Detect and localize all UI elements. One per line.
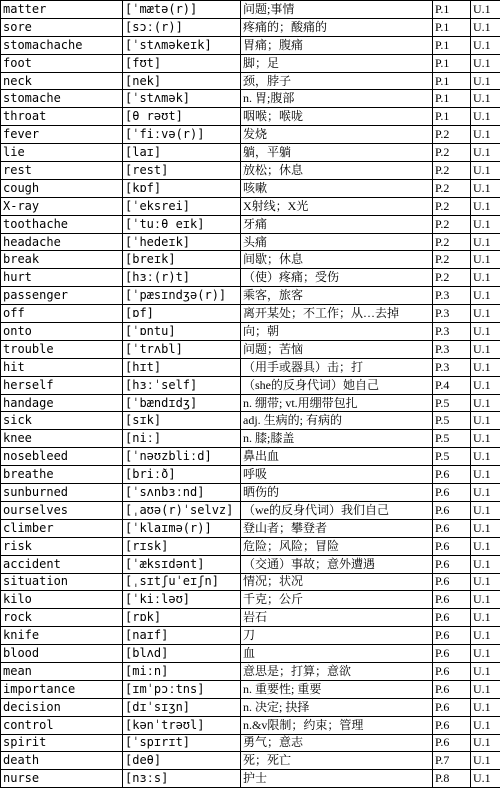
word-cell: knife bbox=[1, 627, 123, 645]
meaning-cell: 勇气；意志 bbox=[241, 734, 433, 752]
word-cell: fever bbox=[1, 126, 123, 144]
table-row bbox=[1, 215, 500, 233]
word-cell: lie bbox=[1, 144, 123, 162]
meaning-cell: adj. 生病的; 有病的 bbox=[241, 412, 433, 430]
page-cell: P.1 bbox=[433, 72, 471, 90]
word-cell: situation bbox=[1, 573, 123, 591]
page-cell: P.6 bbox=[433, 484, 471, 502]
meaning-cell: 登山者；攀登者 bbox=[241, 519, 433, 537]
meaning-cell: 发烧 bbox=[241, 126, 433, 144]
page-cell: P.5 bbox=[433, 430, 471, 448]
word-cell: control bbox=[1, 716, 123, 734]
word-cell: rest bbox=[1, 162, 123, 180]
unit-cell: U.1 bbox=[471, 18, 500, 36]
unit-cell: U.1 bbox=[471, 144, 500, 162]
word-cell: handage bbox=[1, 394, 123, 412]
unit-cell: U.1 bbox=[471, 394, 500, 412]
phonetic-cell: [ɪmˈpɔːtns] bbox=[123, 680, 241, 698]
page-cell: P.3 bbox=[433, 287, 471, 305]
table-row bbox=[1, 72, 500, 90]
meaning-cell: 危险；风险；冒险 bbox=[241, 537, 433, 555]
table-row bbox=[1, 734, 500, 752]
meaning-cell: 头痛 bbox=[241, 233, 433, 251]
word-cell: death bbox=[1, 752, 123, 770]
meaning-cell: 向；朝 bbox=[241, 323, 433, 341]
page-cell: P.2 bbox=[433, 269, 471, 287]
table-row bbox=[1, 698, 500, 716]
unit-cell: U.1 bbox=[471, 72, 500, 90]
unit-cell: U.1 bbox=[471, 36, 500, 54]
page-cell: P.2 bbox=[433, 179, 471, 197]
word-cell: risk bbox=[1, 537, 123, 555]
phonetic-cell: [kənˈtrəʊl] bbox=[123, 716, 241, 734]
page-cell: P.5 bbox=[433, 448, 471, 466]
unit-cell: U.1 bbox=[471, 269, 500, 287]
phonetic-cell: [ˈtuːθ eɪk] bbox=[123, 215, 241, 233]
phonetic-cell: [dɪˈsɪʒn] bbox=[123, 698, 241, 716]
unit-cell: U.1 bbox=[471, 323, 500, 341]
word-cell: sunburned bbox=[1, 484, 123, 502]
page-cell: P.1 bbox=[433, 90, 471, 108]
page-cell: P.2 bbox=[433, 251, 471, 269]
word-cell: throat bbox=[1, 108, 123, 126]
table-row bbox=[1, 162, 500, 180]
word-cell: passenger bbox=[1, 287, 123, 305]
word-cell: decision bbox=[1, 698, 123, 716]
meaning-cell: 鼻出血 bbox=[241, 448, 433, 466]
unit-cell: U.1 bbox=[471, 233, 500, 251]
table-row bbox=[1, 555, 500, 573]
page-cell: P.2 bbox=[433, 233, 471, 251]
word-cell: headache bbox=[1, 233, 123, 251]
unit-cell: U.1 bbox=[471, 573, 500, 591]
unit-cell: U.1 bbox=[471, 1, 500, 19]
meaning-cell: 刀 bbox=[241, 627, 433, 645]
meaning-cell: n. 重要性; 重要 bbox=[241, 680, 433, 698]
meaning-cell: 疼痛的；酸痛的 bbox=[241, 18, 433, 36]
table-row bbox=[1, 573, 500, 591]
table-row bbox=[1, 770, 500, 788]
meaning-cell: 问题；苦恼 bbox=[241, 340, 433, 358]
phonetic-cell: [ˈbændɪdʒ] bbox=[123, 394, 241, 412]
meaning-cell: 离开某处；不工作；从…去掉 bbox=[241, 305, 433, 323]
unit-cell: U.1 bbox=[471, 519, 500, 537]
phonetic-cell: [ˈklaɪmə(r)] bbox=[123, 519, 241, 537]
page-cell: P.6 bbox=[433, 734, 471, 752]
unit-cell: U.1 bbox=[471, 555, 500, 573]
page-cell: P.1 bbox=[433, 108, 471, 126]
table-row bbox=[1, 144, 500, 162]
unit-cell: U.1 bbox=[471, 698, 500, 716]
word-cell: mean bbox=[1, 662, 123, 680]
phonetic-cell: [sɪk] bbox=[123, 412, 241, 430]
meaning-cell: （交通）事故；意外遭遇 bbox=[241, 555, 433, 573]
unit-cell: U.1 bbox=[471, 627, 500, 645]
meaning-cell: （使）疼痛；受伤 bbox=[241, 269, 433, 287]
unit-cell: U.1 bbox=[471, 340, 500, 358]
meaning-cell: X射线；X光 bbox=[241, 197, 433, 215]
table-row bbox=[1, 394, 500, 412]
page-cell: P.7 bbox=[433, 752, 471, 770]
phonetic-cell: [ˈspɪrɪt] bbox=[123, 734, 241, 752]
meaning-cell: （用手或器具）击；打 bbox=[241, 358, 433, 376]
page-cell: P.6 bbox=[433, 573, 471, 591]
page-cell: P.6 bbox=[433, 501, 471, 519]
table-row bbox=[1, 448, 500, 466]
word-cell: knee bbox=[1, 430, 123, 448]
meaning-cell: n. 绷带; vt.用绷带包扎 bbox=[241, 394, 433, 412]
phonetic-cell: [deθ] bbox=[123, 752, 241, 770]
unit-cell: U.1 bbox=[471, 287, 500, 305]
table-row bbox=[1, 716, 500, 734]
unit-cell: U.1 bbox=[471, 215, 500, 233]
meaning-cell: 间歇；休息 bbox=[241, 251, 433, 269]
phonetic-cell: [ˈtrʌbl] bbox=[123, 340, 241, 358]
table-row bbox=[1, 18, 500, 36]
table-row bbox=[1, 609, 500, 627]
unit-cell: U.1 bbox=[471, 358, 500, 376]
phonetic-cell: [sɔː(r)] bbox=[123, 18, 241, 36]
table-row bbox=[1, 197, 500, 215]
unit-cell: U.1 bbox=[471, 716, 500, 734]
page-cell: P.3 bbox=[433, 340, 471, 358]
table-row bbox=[1, 269, 500, 287]
page-cell: P.1 bbox=[433, 54, 471, 72]
unit-cell: U.1 bbox=[471, 305, 500, 323]
unit-cell: U.1 bbox=[471, 412, 500, 430]
word-cell: sick bbox=[1, 412, 123, 430]
phonetic-cell: [rɪsk] bbox=[123, 537, 241, 555]
word-cell: nurse bbox=[1, 770, 123, 788]
unit-cell: U.1 bbox=[471, 376, 500, 394]
phonetic-cell: [ˈnəʊzbliːd] bbox=[123, 448, 241, 466]
phonetic-cell: [briːð] bbox=[123, 466, 241, 484]
page-cell: P.2 bbox=[433, 126, 471, 144]
meaning-cell: 问题;事情 bbox=[241, 1, 433, 19]
unit-cell: U.1 bbox=[471, 126, 500, 144]
table-row bbox=[1, 662, 500, 680]
unit-cell: U.1 bbox=[471, 752, 500, 770]
page-cell: P.3 bbox=[433, 323, 471, 341]
table-row bbox=[1, 36, 500, 54]
word-cell: kilo bbox=[1, 591, 123, 609]
page-cell: P.6 bbox=[433, 680, 471, 698]
page-cell: P.6 bbox=[433, 698, 471, 716]
meaning-cell: n.&v限制；约束；管理 bbox=[241, 716, 433, 734]
page-cell: P.6 bbox=[433, 555, 471, 573]
page-cell: P.6 bbox=[433, 609, 471, 627]
unit-cell: U.1 bbox=[471, 197, 500, 215]
phonetic-cell: [ˈmætə(r)] bbox=[123, 1, 241, 19]
phonetic-cell: [breɪk] bbox=[123, 251, 241, 269]
table-row bbox=[1, 412, 500, 430]
unit-cell: U.1 bbox=[471, 645, 500, 663]
table-row bbox=[1, 126, 500, 144]
phonetic-cell: [laɪ] bbox=[123, 144, 241, 162]
unit-cell: U.1 bbox=[471, 501, 500, 519]
meaning-cell: 咳嗽 bbox=[241, 179, 433, 197]
page-cell: P.8 bbox=[433, 770, 471, 788]
word-cell: breathe bbox=[1, 466, 123, 484]
unit-cell: U.1 bbox=[471, 466, 500, 484]
page-cell: P.6 bbox=[433, 537, 471, 555]
phonetic-cell: [hɜːˈself] bbox=[123, 376, 241, 394]
unit-cell: U.1 bbox=[471, 591, 500, 609]
meaning-cell: 护士 bbox=[241, 770, 433, 788]
meaning-cell: 血 bbox=[241, 645, 433, 663]
table-row bbox=[1, 591, 500, 609]
phonetic-cell: [niː] bbox=[123, 430, 241, 448]
meaning-cell: 牙痛 bbox=[241, 215, 433, 233]
table-row bbox=[1, 179, 500, 197]
unit-cell: U.1 bbox=[471, 662, 500, 680]
word-cell: X-ray bbox=[1, 197, 123, 215]
phonetic-cell: [ˈfiːvə(r)] bbox=[123, 126, 241, 144]
unit-cell: U.1 bbox=[471, 179, 500, 197]
word-cell: break bbox=[1, 251, 123, 269]
phonetic-cell: [rɒk] bbox=[123, 609, 241, 627]
page-cell: P.6 bbox=[433, 591, 471, 609]
word-cell: neck bbox=[1, 72, 123, 90]
word-cell: cough bbox=[1, 179, 123, 197]
word-cell: blood bbox=[1, 645, 123, 663]
word-cell: stomachache bbox=[1, 36, 123, 54]
meaning-cell: 情况；状况 bbox=[241, 573, 433, 591]
meaning-cell: 咽喉；喉咙 bbox=[241, 108, 433, 126]
meaning-cell: 千克；公斤 bbox=[241, 591, 433, 609]
unit-cell: U.1 bbox=[471, 162, 500, 180]
phonetic-cell: [kɒf] bbox=[123, 179, 241, 197]
meaning-cell: （she的反身代词）她自己 bbox=[241, 376, 433, 394]
table-row bbox=[1, 54, 500, 72]
meaning-cell: 晒伤的 bbox=[241, 484, 433, 502]
word-cell: nosebleed bbox=[1, 448, 123, 466]
word-cell: onto bbox=[1, 323, 123, 341]
table-row bbox=[1, 466, 500, 484]
phonetic-cell: [fʊt] bbox=[123, 54, 241, 72]
phonetic-cell: [ˌsɪtʃuˈeɪʃn] bbox=[123, 573, 241, 591]
unit-cell: U.1 bbox=[471, 770, 500, 788]
meaning-cell: 颈，脖子 bbox=[241, 72, 433, 90]
word-cell: sore bbox=[1, 18, 123, 36]
phonetic-cell: [ˈhedeɪk] bbox=[123, 233, 241, 251]
page-cell: P.6 bbox=[433, 716, 471, 734]
unit-cell: U.1 bbox=[471, 680, 500, 698]
phonetic-cell: [ˈstʌmək] bbox=[123, 90, 241, 108]
phonetic-cell: [ˈsʌnbɜːnd] bbox=[123, 484, 241, 502]
word-cell: stomache bbox=[1, 90, 123, 108]
word-cell: rock bbox=[1, 609, 123, 627]
page-cell: P.2 bbox=[433, 144, 471, 162]
table-row bbox=[1, 376, 500, 394]
phonetic-cell: [ˌaʊə(r)ˈselvz] bbox=[123, 501, 241, 519]
unit-cell: U.1 bbox=[471, 90, 500, 108]
meaning-cell: 呼吸 bbox=[241, 466, 433, 484]
meaning-cell: 躺，平躺 bbox=[241, 144, 433, 162]
unit-cell: U.1 bbox=[471, 430, 500, 448]
unit-cell: U.1 bbox=[471, 734, 500, 752]
word-cell: accident bbox=[1, 555, 123, 573]
page-cell: P.5 bbox=[433, 412, 471, 430]
phonetic-cell: [hɪt] bbox=[123, 358, 241, 376]
phonetic-cell: [ˈpæsɪndʒə(r)] bbox=[123, 287, 241, 305]
phonetic-cell: [nek] bbox=[123, 72, 241, 90]
unit-cell: U.1 bbox=[471, 537, 500, 555]
word-cell: hit bbox=[1, 358, 123, 376]
phonetic-cell: [hɜː(r)t] bbox=[123, 269, 241, 287]
table-row bbox=[1, 305, 500, 323]
word-cell: hurt bbox=[1, 269, 123, 287]
word-cell: off bbox=[1, 305, 123, 323]
phonetic-cell: [naɪf] bbox=[123, 627, 241, 645]
unit-cell: U.1 bbox=[471, 251, 500, 269]
phonetic-cell: [ɒf] bbox=[123, 305, 241, 323]
table-row bbox=[1, 287, 500, 305]
page-cell: P.3 bbox=[433, 358, 471, 376]
phonetic-cell: [θ rəʊt] bbox=[123, 108, 241, 126]
word-cell: matter bbox=[1, 1, 123, 19]
unit-cell: U.1 bbox=[471, 484, 500, 502]
meaning-cell: n. 决定; 抉择 bbox=[241, 698, 433, 716]
table-row bbox=[1, 645, 500, 663]
meaning-cell: 脚；足 bbox=[241, 54, 433, 72]
table-row bbox=[1, 108, 500, 126]
table-row bbox=[1, 627, 500, 645]
page-cell: P.5 bbox=[433, 394, 471, 412]
phonetic-cell: [blʌd] bbox=[123, 645, 241, 663]
table-row bbox=[1, 752, 500, 770]
word-cell: climber bbox=[1, 519, 123, 537]
page-cell: P.6 bbox=[433, 466, 471, 484]
page-cell: P.6 bbox=[433, 627, 471, 645]
phonetic-cell: [ˈkiːləʊ] bbox=[123, 591, 241, 609]
table-row bbox=[1, 340, 500, 358]
table-row bbox=[1, 501, 500, 519]
table-row bbox=[1, 537, 500, 555]
table-row bbox=[1, 484, 500, 502]
word-cell: foot bbox=[1, 54, 123, 72]
meaning-cell: （we的反身代词）我们自己 bbox=[241, 501, 433, 519]
unit-cell: U.1 bbox=[471, 108, 500, 126]
table-row bbox=[1, 323, 500, 341]
meaning-cell: 放松；休息 bbox=[241, 162, 433, 180]
word-cell: herself bbox=[1, 376, 123, 394]
meaning-cell: 胃痛；腹痛 bbox=[241, 36, 433, 54]
meaning-cell: 岩石 bbox=[241, 609, 433, 627]
word-cell: trouble bbox=[1, 340, 123, 358]
meaning-cell: 乘客，旅客 bbox=[241, 287, 433, 305]
table-row bbox=[1, 358, 500, 376]
meaning-cell: 意思是；打算；意欲 bbox=[241, 662, 433, 680]
meaning-cell: 死；死亡 bbox=[241, 752, 433, 770]
phonetic-cell: [rest] bbox=[123, 162, 241, 180]
page-cell: P.2 bbox=[433, 215, 471, 233]
unit-cell: U.1 bbox=[471, 609, 500, 627]
table-row bbox=[1, 519, 500, 537]
page-cell: P.4 bbox=[433, 376, 471, 394]
word-cell: ourselves bbox=[1, 501, 123, 519]
table-row bbox=[1, 251, 500, 269]
phonetic-cell: [ˈæksɪdənt] bbox=[123, 555, 241, 573]
page-cell: P.6 bbox=[433, 519, 471, 537]
page-cell: P.1 bbox=[433, 18, 471, 36]
phonetic-cell: [ˈeksrei] bbox=[123, 197, 241, 215]
table-row bbox=[1, 233, 500, 251]
page-cell: P.6 bbox=[433, 645, 471, 663]
vocabulary-table-body bbox=[1, 1, 500, 788]
table-row bbox=[1, 680, 500, 698]
table-row bbox=[1, 90, 500, 108]
word-cell: importance bbox=[1, 680, 123, 698]
table-row bbox=[1, 1, 500, 19]
unit-cell: U.1 bbox=[471, 54, 500, 72]
phonetic-cell: [miːn] bbox=[123, 662, 241, 680]
meaning-cell: n. 膝;膝盖 bbox=[241, 430, 433, 448]
page-cell: P.3 bbox=[433, 305, 471, 323]
phonetic-cell: [nɜːs] bbox=[123, 770, 241, 788]
page-cell: P.6 bbox=[433, 662, 471, 680]
phonetic-cell: [ˈɒntu] bbox=[123, 323, 241, 341]
unit-cell: U.1 bbox=[471, 448, 500, 466]
phonetic-cell: [ˈstʌməkeɪk] bbox=[123, 36, 241, 54]
page-cell: P.2 bbox=[433, 197, 471, 215]
page-cell: P.1 bbox=[433, 36, 471, 54]
page-cell: P.2 bbox=[433, 162, 471, 180]
word-cell: spirit bbox=[1, 734, 123, 752]
word-cell: toothache bbox=[1, 215, 123, 233]
page-cell: P.1 bbox=[433, 1, 471, 19]
meaning-cell: n. 胃;腹部 bbox=[241, 90, 433, 108]
table-row bbox=[1, 430, 500, 448]
